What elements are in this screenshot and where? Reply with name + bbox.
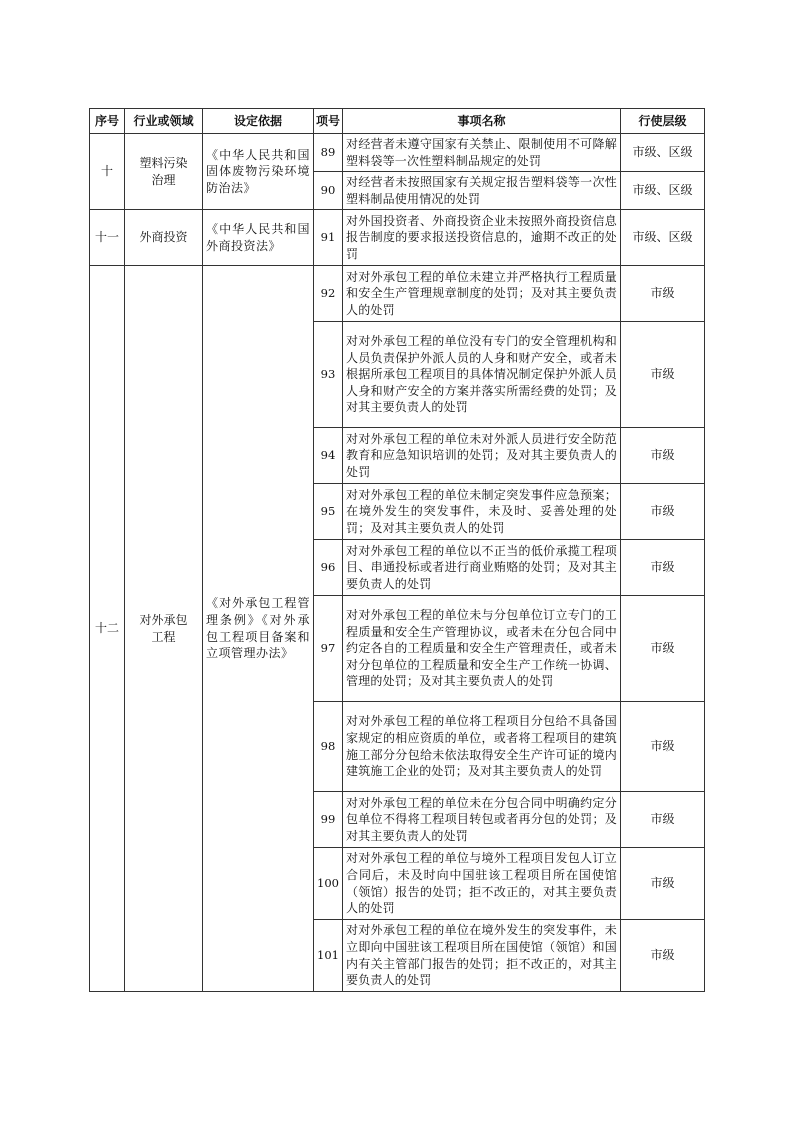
- item-name: 对对外承包工程的单位在境外发生的突发事件，未立即向中国驻该工程项目所在国使馆（领馆）和国内有关主管部门报告的处罚；拒不改正的，对其主要负责人的处罚: [343, 920, 621, 992]
- item-name: 对对外承包工程的单位未在分包合同中明确约定分包单位不得将工程项目转包或者再分包的处罚；及对其主要负责人的处罚: [343, 792, 621, 848]
- group-domain: 对外承包工程: [125, 266, 203, 992]
- table-row: [90, 134, 705, 172]
- item-name: 对经营者未按照国家有关规定报告塑料袋等一次性塑料制品使用情况的处罚: [343, 172, 621, 210]
- item-no: 92: [314, 266, 343, 322]
- item-name: 对对外承包工程的单位将工程项目分包给不具备国家规定的相应资质的单位，或者将工程项目的建筑施工部分分包给未依法取得安全生产许可证的境内建筑施工企业的处罚；及对其主要负责人的处罚: [343, 702, 621, 792]
- item-level: 市级: [621, 848, 705, 920]
- matters-table: [89, 108, 705, 992]
- item-no: 101: [314, 920, 343, 992]
- item-name: 对对外承包工程的单位未建立并严格执行工程质量和安全生产管理规章制度的处罚；及对其主要负责人的处罚: [343, 266, 621, 322]
- item-level: 市级: [621, 920, 705, 992]
- group-domain: 塑料污染治理: [125, 134, 203, 210]
- item-no: 93: [314, 322, 343, 428]
- item-name: 对对外承包工程的单位未与分包单位订立专门的工程质量和安全生产管理协议，或者未在分包合同中约定各自的工程质量和安全生产管理责任，或者未对分包单位的工程质量和安全生产工作统一协调、管理的处罚；及对其主要负责人的处罚: [343, 596, 621, 702]
- group-domain: 外商投资: [125, 210, 203, 266]
- header-item-name: 事项名称: [343, 109, 621, 134]
- item-level: 市级: [621, 596, 705, 702]
- item-name: 对对外承包工程的单位未制定突发事件应急预案；在境外发生的突发事件，未及时、妥善处理的处罚；及对其主要负责人的处罚: [343, 484, 621, 540]
- group-seq: 十: [90, 134, 125, 210]
- group-seq: 十二: [90, 266, 125, 992]
- item-level: 市级、区级: [621, 172, 705, 210]
- group-basis: 《中华人民共和国固体废物污染环境防治法》: [203, 134, 314, 210]
- item-level: 市级: [621, 322, 705, 428]
- item-no: 96: [314, 540, 343, 596]
- item-level: 市级、区级: [621, 210, 705, 266]
- item-name: 对对外承包工程的单位以不正当的低价承揽工程项目、串通投标或者进行商业贿赂的处罚；及对其主要负责人的处罚: [343, 540, 621, 596]
- group-basis: 《对外承包工程管理条例》《对外承包工程项目备案和立项管理办法》: [203, 266, 314, 992]
- item-level: 市级: [621, 792, 705, 848]
- header-row: [90, 109, 705, 134]
- item-name: 对经营者未遵守国家有关禁止、限制使用不可降解塑料袋等一次性塑料制品规定的处罚: [343, 134, 621, 172]
- item-level: 市级: [621, 702, 705, 792]
- item-name: 对外国投资者、外商投资企业未按照外商投资信息报告制度的要求报送投资信息的，逾期不改正的处罚: [343, 210, 621, 266]
- table-row: [90, 266, 705, 322]
- item-level: 市级: [621, 484, 705, 540]
- group-seq: 十一: [90, 210, 125, 266]
- item-no: 100: [314, 848, 343, 920]
- item-no: 99: [314, 792, 343, 848]
- item-no: 91: [314, 210, 343, 266]
- header-item-no: 项号: [314, 109, 343, 134]
- header-seq: 序号: [90, 109, 125, 134]
- group-basis: 《中华人民共和国外商投资法》: [203, 210, 314, 266]
- header-domain: 行业或领域: [125, 109, 203, 134]
- item-no: 98: [314, 702, 343, 792]
- item-level: 市级: [621, 428, 705, 484]
- item-level: 市级: [621, 266, 705, 322]
- table-row: [90, 210, 705, 266]
- header-basis: 设定依据: [203, 109, 314, 134]
- item-name: 对对外承包工程的单位没有专门的安全管理机构和人员负责保护外派人员的人身和财产安全，或者未根据所承包工程项目的具体情况制定保护外派人员人身和财产安全的方案并落实所需经费的处罚；及对其主要负责人的处罚: [343, 322, 621, 428]
- item-level: 市级、区级: [621, 134, 705, 172]
- header-level: 行使层级: [621, 109, 705, 134]
- item-no: 94: [314, 428, 343, 484]
- item-level: 市级: [621, 540, 705, 596]
- item-no: 95: [314, 484, 343, 540]
- item-name: 对对外承包工程的单位与境外工程项目发包人订立合同后，未及时向中国驻该工程项目所在国使馆（领馆）报告的处罚；拒不改正的，对其主要负责人的处罚: [343, 848, 621, 920]
- item-name: 对对外承包工程的单位未对外派人员进行安全防范教育和应急知识培训的处罚；及对其主要负责人的处罚: [343, 428, 621, 484]
- item-no: 89: [314, 134, 343, 172]
- item-no: 97: [314, 596, 343, 702]
- item-no: 90: [314, 172, 343, 210]
